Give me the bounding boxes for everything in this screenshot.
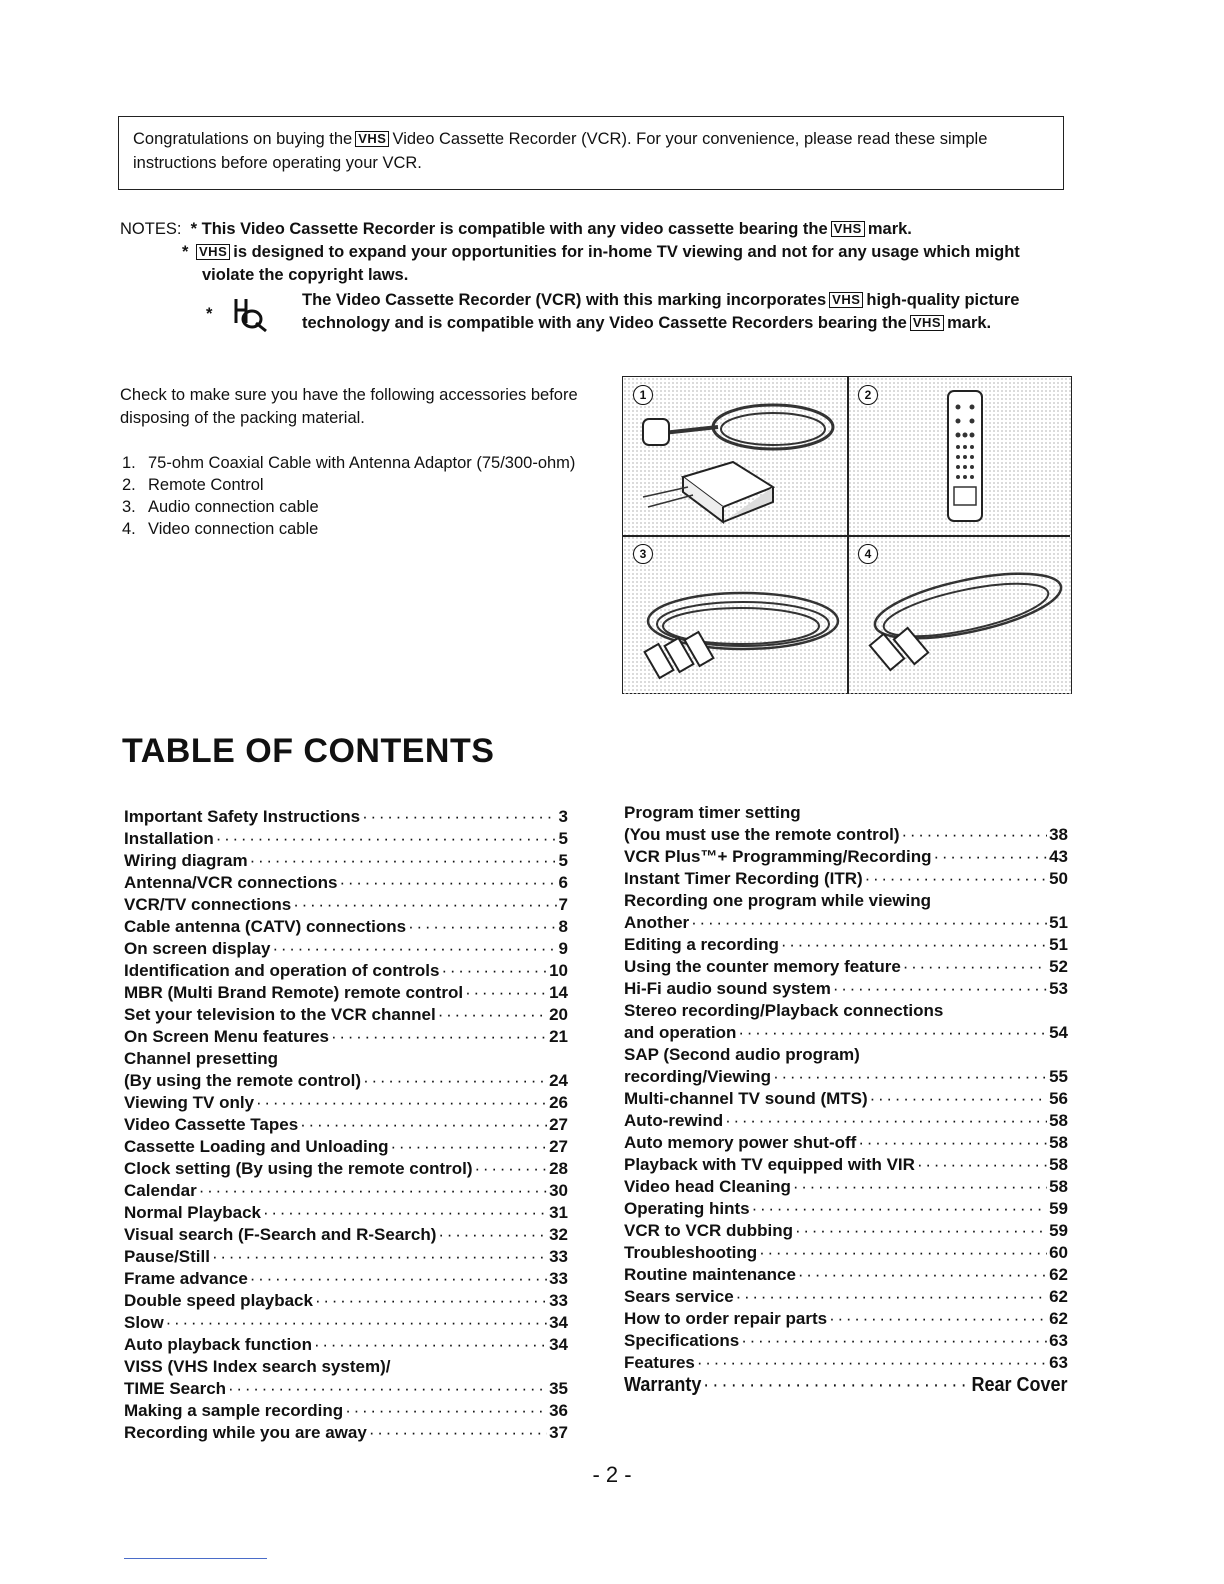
- toc-entry: [624, 1352, 1068, 1374]
- vhs-logo-icon: VHS: [910, 315, 944, 331]
- toc-leader-dots: [314, 1334, 547, 1356]
- toc-entry-title: Identification and operation of controls: [124, 961, 440, 980]
- toc-entry: [624, 1176, 1068, 1198]
- toc-leader-dots: [795, 1220, 1047, 1242]
- asterisk-icon: *: [186, 220, 198, 238]
- toc-entry-page: 38: [1049, 825, 1068, 844]
- toc-entry-title: Important Safety Instructions: [124, 807, 361, 826]
- list-item: [122, 452, 582, 474]
- figure-number: 4: [858, 544, 878, 564]
- toc-entry-title: (You must use the remote control): [624, 825, 900, 844]
- toc-leader-dots: [166, 1312, 547, 1334]
- toc-entry-page: 63: [1049, 1331, 1068, 1350]
- toc-entry-page: 8: [558, 917, 568, 936]
- toc-entry-page: 58: [1049, 1111, 1068, 1130]
- toc-entry-title: Slow: [124, 1313, 164, 1332]
- toc-leader-dots: [216, 828, 557, 850]
- toc-entry-title: Instant Timer Recording (ITR): [624, 869, 863, 888]
- toc-leader-dots: [738, 1022, 1047, 1044]
- toc-entry: [624, 802, 1068, 824]
- toc-leader-dots: [833, 978, 1047, 1000]
- audio-cable-icon: [623, 536, 847, 694]
- toc-leader-dots: [691, 912, 1047, 934]
- vhs-logo-icon: VHS: [196, 244, 230, 260]
- figure-number: 2: [858, 385, 878, 405]
- toc-entry-page: 24: [549, 1071, 568, 1090]
- toc-leader-dots: [339, 872, 556, 894]
- toc-leader-dots: [441, 960, 547, 982]
- toc-entry: [124, 1422, 568, 1444]
- coaxial-cable-icon: [623, 377, 847, 535]
- toc-entry-title: Auto playback function: [124, 1335, 312, 1354]
- toc-entry-title: and operation: [624, 1023, 737, 1042]
- toc-entry: [124, 1334, 568, 1356]
- toc-entry-title: Clock setting (By using the remote control): [124, 1159, 473, 1178]
- toc-leader-dots: [858, 1132, 1047, 1154]
- toc-entry: [124, 1026, 568, 1048]
- toc-leader-dots: [408, 916, 556, 938]
- toc-entry: [124, 916, 568, 938]
- toc-entry-title: Sears service: [624, 1287, 734, 1306]
- toc-leader-dots: [703, 1374, 970, 1396]
- list-item-label: 75-ohm Coaxial Cable with Antenna Adaptor (75/300-ohm): [148, 454, 576, 472]
- toc-leader-dots: [465, 982, 547, 1004]
- toc-leader-dots: [829, 1308, 1047, 1330]
- toc-leader-dots: [263, 1202, 547, 1224]
- toc-entry-page: 27: [549, 1137, 568, 1156]
- toc-entry-title: Calendar: [124, 1181, 197, 1200]
- toc-entry-title: Cable antenna (CATV) connections: [124, 917, 407, 936]
- toc-entry-page: 51: [1049, 913, 1068, 932]
- toc-entry-page: 54: [1049, 1023, 1068, 1042]
- toc-leader-dots: [212, 1246, 547, 1268]
- toc-leader-dots: [369, 1422, 547, 1444]
- toc-entry-page: 21: [549, 1027, 568, 1046]
- note-3-text: The Video Cassette Recorder (VCR) with this marking incorporates: [302, 291, 827, 309]
- toc-entry-title: Specifications: [624, 1331, 740, 1350]
- toc-entry: [124, 1400, 568, 1422]
- toc-entry: [624, 1242, 1068, 1264]
- toc-leader-dots: [475, 1158, 548, 1180]
- toc-entry: [124, 1180, 568, 1202]
- toc-entry: [624, 1264, 1068, 1286]
- asterisk-icon: *: [182, 243, 194, 261]
- figure-remote-control: [848, 377, 1072, 535]
- toc-entry: [624, 1198, 1068, 1220]
- note-1: [120, 218, 1075, 241]
- toc-leader-dots: [438, 1224, 547, 1246]
- vhs-logo-icon: VHS: [829, 292, 863, 308]
- toc-leader-dots: [362, 806, 556, 828]
- toc-leader-dots: [331, 1026, 547, 1048]
- list-item-label: Video connection cable: [148, 520, 319, 538]
- toc-leader-dots: [903, 956, 1047, 978]
- intro-text-before: Congratulations on buying the: [133, 130, 353, 148]
- toc-entry-title: Making a sample recording: [124, 1401, 344, 1420]
- toc-entry-title: Routine maintenance: [624, 1265, 796, 1284]
- toc-leader-dots: [752, 1198, 1047, 1220]
- toc-entry-page: 50: [1049, 869, 1068, 888]
- toc-leader-dots: [228, 1378, 547, 1400]
- toc-entry-title: Recording while you are away: [124, 1423, 367, 1442]
- toc-entry-page: 9: [558, 939, 568, 958]
- toc-entry: [624, 1132, 1068, 1154]
- toc-entry-title: Installation: [124, 829, 214, 848]
- toc-entry: [624, 978, 1068, 1000]
- toc-entry: [624, 1022, 1068, 1044]
- note-1-text: This Video Cassette Recorder is compatible with any video cassette bearing the: [201, 220, 828, 238]
- toc-entry-title: VCR/TV connections: [124, 895, 292, 914]
- toc-leader-dots: [865, 868, 1047, 890]
- page-number: - 2 -: [592, 1462, 632, 1487]
- toc-entry-title: Program timer setting: [624, 803, 801, 822]
- accessories-intro: Check to make sure you have the following accessories before disposing of the packing material.: [120, 386, 578, 427]
- toc-leader-dots: [250, 850, 557, 872]
- asterisk-icon: *: [206, 305, 213, 323]
- toc-entry-title: Auto-rewind: [624, 1111, 724, 1130]
- toc-leader-dots: [798, 1264, 1047, 1286]
- toc-entry-title: Editing a recording: [624, 935, 779, 954]
- toc-entry-title: Antenna/VCR connections: [124, 873, 338, 892]
- note-2-text: is designed to expand your opportunities for in-home TV viewing and not for any usage which might violate the copyright laws.: [202, 243, 1020, 284]
- note-1-text-end: mark.: [867, 220, 912, 238]
- toc-entry-page: 55: [1049, 1067, 1068, 1086]
- video-cable-icon: [848, 536, 1072, 694]
- toc-entry-title: SAP (Second audio program): [624, 1045, 860, 1064]
- toc-entry-title: Normal Playback: [124, 1203, 262, 1222]
- toc-entry-title: Channel presetting: [124, 1049, 278, 1068]
- toc-entry-title: Double speed playback: [124, 1291, 313, 1310]
- toc-entry: [624, 1286, 1068, 1308]
- list-item-label: Remote Control: [148, 476, 264, 494]
- toc-leader-dots: [781, 934, 1047, 956]
- figure-video-cable: [848, 536, 1072, 694]
- toc-entry-title: Frame advance: [124, 1269, 248, 1288]
- toc-entry: [124, 982, 568, 1004]
- toc-entry-title: recording/Viewing: [624, 1067, 772, 1086]
- toc-entry-title: Auto memory power shut-off: [624, 1133, 857, 1152]
- toc-right-column: [624, 802, 1068, 1396]
- toc-entry: [124, 806, 568, 828]
- toc-entry-page: 34: [549, 1313, 568, 1332]
- toc-entry-page: 5: [558, 829, 568, 848]
- toc-entry: [124, 1378, 568, 1400]
- toc-entry: [124, 1224, 568, 1246]
- toc-entry-title: On screen display: [124, 939, 271, 958]
- toc-entry-title: Wiring diagram: [124, 851, 248, 870]
- toc-entry: [624, 1330, 1068, 1352]
- toc-entry: [624, 934, 1068, 956]
- toc-entry-page: 35: [549, 1379, 568, 1398]
- toc-entry: [124, 938, 568, 960]
- list-item: [122, 518, 582, 540]
- toc-entry-page: 33: [549, 1291, 568, 1310]
- toc-entry: [124, 894, 568, 916]
- toc-entry-page: 62: [1049, 1265, 1068, 1284]
- toc-leader-dots: [793, 1176, 1047, 1198]
- toc-entry: [124, 1356, 568, 1378]
- toc-entry: [124, 1136, 568, 1158]
- toc-entry-title: VCR to VCR dubbing: [624, 1221, 794, 1240]
- toc-entry: [124, 872, 568, 894]
- toc-leader-dots: [390, 1136, 547, 1158]
- figure-number: 3: [633, 544, 653, 564]
- intro-text-after: Video Cassette Recorder (VCR). For your convenience, please read these simple instructions before operating your VCR.: [133, 130, 988, 172]
- note-3-text-end: mark.: [947, 314, 992, 332]
- toc-entry-page: 62: [1049, 1309, 1068, 1328]
- toc-entry: [624, 1154, 1068, 1176]
- toc-entry: [624, 1000, 1068, 1022]
- toc-entry: [624, 1044, 1068, 1066]
- hq-logo-icon: [228, 293, 268, 335]
- toc-entry-page: 51: [1049, 935, 1068, 954]
- toc-entry-title: Playback with TV equipped with VIR: [624, 1155, 915, 1174]
- toc-entry: [124, 1092, 568, 1114]
- toc-leader-dots: [697, 1352, 1047, 1374]
- toc-entry-title: VCR Plus™+ Programming/Recording: [624, 847, 932, 866]
- toc-leader-dots: [725, 1110, 1047, 1132]
- toc-entry-title: Stereo recording/Playback connections: [624, 1001, 944, 1020]
- toc-entry-page: 60: [1049, 1243, 1068, 1262]
- notes-label: NOTES:: [120, 220, 182, 238]
- toc-leader-dots: [363, 1070, 547, 1092]
- toc-entry-page: 28: [549, 1159, 568, 1178]
- list-item-number: 1.: [122, 454, 136, 472]
- toc-entry: [624, 1308, 1068, 1330]
- toc-entry-title: Troubleshooting: [624, 1243, 758, 1262]
- toc-entry-title: Cassette Loading and Unloading: [124, 1137, 389, 1156]
- toc-entry: [624, 846, 1068, 868]
- toc-entry-title: Features: [624, 1353, 695, 1372]
- toc-entry-page: 26: [549, 1093, 568, 1112]
- toc-entry-title: Hi-Fi audio sound system: [624, 979, 831, 998]
- toc-entry-title: Set your television to the VCR channel: [124, 1005, 436, 1024]
- figure-coaxial-cable: [623, 377, 847, 535]
- toc-entry: [624, 1088, 1068, 1110]
- toc-entry-page: 27: [549, 1115, 568, 1134]
- toc-entry-page: Rear Cover: [971, 1374, 1068, 1396]
- list-item-number: 3.: [122, 498, 136, 516]
- toc-leader-dots: [250, 1268, 547, 1290]
- toc-leader-dots: [438, 1004, 547, 1026]
- toc-entry: [624, 824, 1068, 846]
- toc-leader-dots: [917, 1154, 1047, 1176]
- toc-entry-title: Visual search (F-Search and R-Search): [124, 1225, 437, 1244]
- intro-box: [118, 116, 1064, 190]
- toc-entry-page: 62: [1049, 1287, 1068, 1306]
- toc-entry: [624, 890, 1068, 912]
- toc-entry-title: VISS (VHS Index search system)/: [124, 1357, 391, 1376]
- toc-entry-page: 59: [1049, 1199, 1068, 1218]
- toc-entry: [124, 1246, 568, 1268]
- vhs-logo-icon: VHS: [355, 131, 389, 147]
- list-item: [122, 474, 582, 496]
- footer-line: [124, 1558, 267, 1559]
- figure-audio-cable: [623, 536, 847, 694]
- vhs-logo-icon: VHS: [831, 221, 865, 237]
- note-3-text-mid: high-quality picture technology and is compatible with any Video Cassette Recorders bearing the: [302, 291, 1020, 332]
- toc-leader-dots: [293, 894, 556, 916]
- list-item: [122, 496, 582, 518]
- toc-entry-page: 63: [1049, 1353, 1068, 1372]
- toc-entry-page: 58: [1049, 1133, 1068, 1152]
- toc-entry-title: How to order repair parts: [624, 1309, 828, 1328]
- toc-leader-dots: [759, 1242, 1047, 1264]
- toc-entry: [624, 868, 1068, 890]
- toc-entry-page: 7: [558, 895, 568, 914]
- accessories-figure-grid: [622, 376, 1072, 694]
- toc-entry-title: Multi-channel TV sound (MTS): [624, 1089, 868, 1108]
- remote-control-icon: [848, 377, 1072, 535]
- toc-entry: [124, 1004, 568, 1026]
- toc-entry-page: 58: [1049, 1177, 1068, 1196]
- toc-entry-page: 10: [549, 961, 568, 980]
- toc-entry-page: 53: [1049, 979, 1068, 998]
- toc-leader-dots: [272, 938, 556, 960]
- note-3: [120, 289, 1075, 335]
- notes-section: [120, 218, 1075, 335]
- toc-leader-dots: [345, 1400, 547, 1422]
- toc-entry: [624, 1220, 1068, 1242]
- toc-entry: [124, 960, 568, 982]
- toc-entry: [624, 1374, 1068, 1396]
- toc-entry-page: 31: [549, 1203, 568, 1222]
- toc-leader-dots: [736, 1286, 1047, 1308]
- toc-entry-page: 33: [549, 1247, 568, 1266]
- toc-entry-page: 14: [549, 983, 568, 1002]
- accessories-list: [122, 452, 582, 540]
- list-item-label: Audio connection cable: [148, 498, 319, 516]
- toc-entry-title: Recording one program while viewing: [624, 891, 931, 910]
- toc-entry-page: 3: [558, 807, 568, 826]
- toc-entry-page: 20: [549, 1005, 568, 1024]
- toc-leader-dots: [741, 1330, 1047, 1352]
- figure-number: 1: [633, 385, 653, 405]
- toc-entry: [624, 912, 1068, 934]
- toc-entry-page: 34: [549, 1335, 568, 1354]
- toc-entry-page: 30: [549, 1181, 568, 1200]
- toc-leader-dots: [199, 1180, 547, 1202]
- toc-entry-page: 59: [1049, 1221, 1068, 1240]
- note-2: [120, 241, 1075, 287]
- list-item-number: 4.: [122, 520, 136, 538]
- toc-title: TABLE OF CONTENTS: [122, 732, 495, 770]
- toc-entry-page: 32: [549, 1225, 568, 1244]
- toc-entry-page: 36: [549, 1401, 568, 1420]
- toc-entry-page: 33: [549, 1269, 568, 1288]
- toc-entry-title: (By using the remote control): [124, 1071, 362, 1090]
- toc-entry-page: 43: [1049, 847, 1068, 866]
- toc-leader-dots: [315, 1290, 547, 1312]
- toc-entry: [624, 1110, 1068, 1132]
- toc-entry-page: 56: [1049, 1089, 1068, 1108]
- toc-entry: [124, 1268, 568, 1290]
- toc-entry-title: Viewing TV only: [124, 1093, 255, 1112]
- toc-entry: [124, 1158, 568, 1180]
- toc-entry-title: Video head Cleaning: [624, 1177, 791, 1196]
- toc-leader-dots: [933, 846, 1047, 868]
- toc-entry-title: Another: [624, 913, 690, 932]
- toc-entry: [124, 1290, 568, 1312]
- toc-entry-page: 6: [558, 873, 568, 892]
- toc-entry: [124, 1048, 568, 1070]
- toc-entry: [124, 1070, 568, 1092]
- toc-leader-dots: [300, 1114, 547, 1136]
- toc-entry-title: Warranty: [624, 1374, 702, 1396]
- toc-entry-title: MBR (Multi Brand Remote) remote control: [124, 983, 464, 1002]
- toc-leader-dots: [773, 1066, 1047, 1088]
- grid-divider: [623, 535, 1070, 537]
- toc-entry-page: 37: [549, 1423, 568, 1442]
- toc-entry: [124, 850, 568, 872]
- toc-entry-page: 58: [1049, 1155, 1068, 1174]
- toc-entry-title: Operating hints: [624, 1199, 750, 1218]
- toc-entry-title: Video Cassette Tapes: [124, 1115, 299, 1134]
- toc-entry-title: TIME Search: [124, 1379, 227, 1398]
- toc-entry-title: Pause/Still: [124, 1247, 210, 1266]
- toc-leader-dots: [256, 1092, 547, 1114]
- toc-entry: [124, 828, 568, 850]
- toc-entry-title: Using the counter memory feature: [624, 957, 901, 976]
- toc-entry: [624, 956, 1068, 978]
- toc-entry: [624, 1066, 1068, 1088]
- toc-left-column: [124, 806, 568, 1444]
- list-item-number: 2.: [122, 476, 136, 494]
- toc-entry: [124, 1202, 568, 1224]
- toc-entry-page: 52: [1049, 957, 1068, 976]
- toc-leader-dots: [902, 824, 1048, 846]
- toc-entry: [124, 1312, 568, 1334]
- toc-entry-page: 5: [558, 851, 568, 870]
- toc-entry: [124, 1114, 568, 1136]
- toc-entry-title: On Screen Menu features: [124, 1027, 330, 1046]
- toc-leader-dots: [870, 1088, 1047, 1110]
